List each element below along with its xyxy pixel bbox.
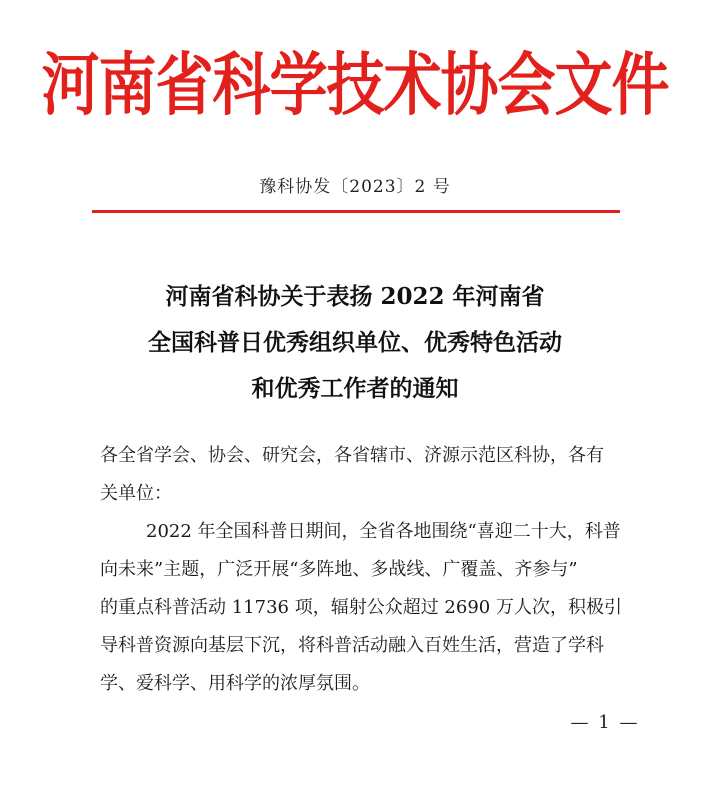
document-number: 豫科协发〔2023〕2 号 [259,177,451,197]
paragraph-line: 向未来”主题，广泛开展“多阵地、多战线、广覆盖、齐参与” [100,559,578,580]
paragraph-line: 2022 年全国科普日期间，全省各地围绕“喜迎二十大，科普 [146,521,621,542]
salutation-line: 各全省学会、协会、研究会，各省辖市、济源示范区科协，各有 [100,445,604,466]
title-line: 和优秀工作者的通知 [251,375,459,402]
notice-title [0,274,710,412]
title-line: 河南省科协关于表扬 2022 年河南省 [165,283,545,310]
notice-body [100,437,640,703]
document-masthead: 河南省科学技术协会文件 [41,44,669,126]
title-line: 全国科普日优秀组织单位、优秀特色活动 [148,329,562,356]
red-divider-line [92,210,620,213]
paragraph-line: 的重点科普活动 11736 项，辐射公众超过 2690 万人次，积极引 [100,597,622,618]
paragraph-line: 导科普资源向基层下沉，将科普活动融入百姓生活，营造了学科 [100,635,604,656]
page-number: — 1 — [570,712,640,733]
paragraph-line: 学、爱科学、用科学的浓厚氛围。 [100,673,370,694]
salutation-line: 关单位： [100,483,172,504]
